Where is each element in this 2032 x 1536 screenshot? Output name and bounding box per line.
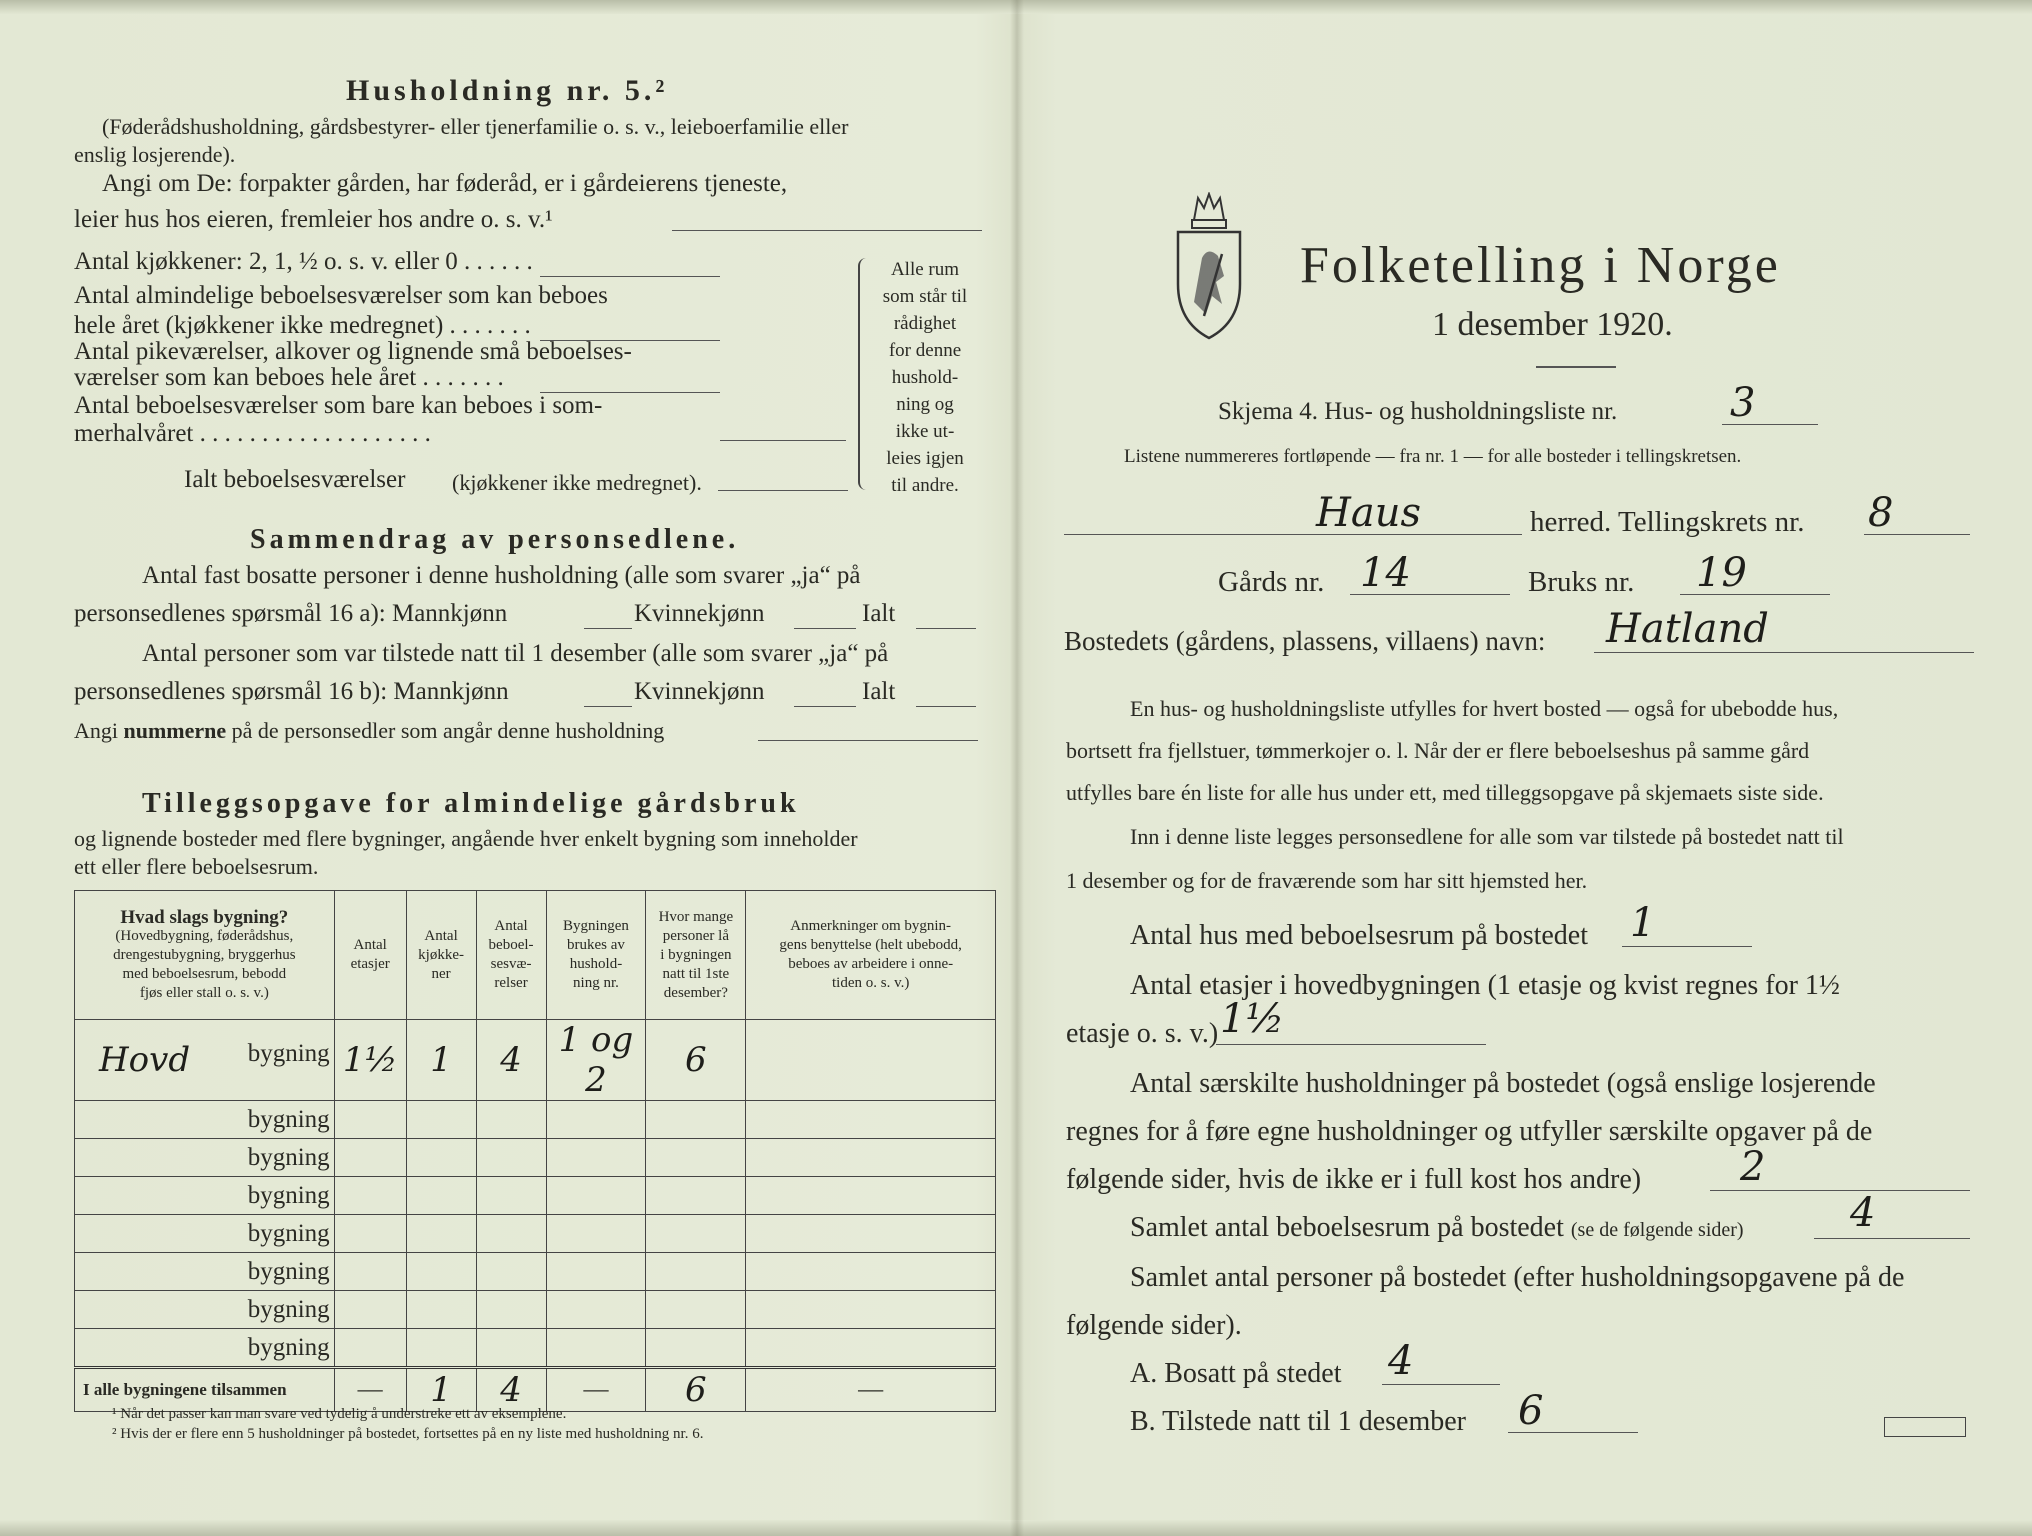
table-header-row [75, 891, 996, 1020]
cell-personer [646, 1177, 746, 1215]
herred-label: herred. Tellingskrets nr. [1530, 506, 1805, 538]
col-personer-line: i bygningen [660, 946, 732, 963]
col-header-personer [646, 891, 746, 1020]
a-etasjer: 1½ [1220, 996, 1285, 1042]
cell-personer [646, 1139, 746, 1177]
bosatt-label: A. Bosatt på stedet [1130, 1358, 1342, 1389]
summary-ialt-a: Ialt [862, 600, 896, 627]
summary-title: Sammendrag av personsedlene. [250, 524, 740, 555]
col-header-kjokken [406, 891, 476, 1020]
cell-personer [646, 1253, 746, 1291]
table-row [75, 1253, 996, 1291]
herred-value: Haus [1316, 490, 1422, 536]
angi-numbers-line [758, 740, 978, 741]
q-etasjer-line [1216, 1044, 1486, 1045]
col-anm-line: beboes av arbeidere i onne- [788, 956, 954, 972]
table-total-row [75, 1368, 996, 1412]
cell-vaerelser: 4 [476, 1020, 546, 1101]
bruks-nr: 19 [1696, 550, 1747, 596]
angi-line-1: Angi om De: forpakter gården, har føderåd, er i gårdeierens tjeneste, [102, 170, 788, 197]
col-personer-line: Hvor mange [658, 908, 734, 925]
side-note-line: hushold- [891, 367, 959, 388]
a-hus: 1 [1630, 900, 1656, 946]
summary-line-1: Antal fast bosatte personer i denne husholdning (alle som svarer „ja“ på [142, 562, 861, 589]
col-type-title: Hvad slags bygning? [120, 906, 289, 928]
footnote-2: ² Hvis der er flere enn 5 husholdninger på bostedet, fortsettes på en ny liste med husholdning nr. 6. [112, 1426, 704, 1442]
cell-anm [746, 1101, 996, 1139]
cell-anm [746, 1139, 996, 1177]
col-anm-line: gens benyttelse (helt ubebodd, [779, 937, 962, 953]
angi-answer-line [672, 230, 982, 231]
census-date: 1 desember 1920. [1432, 306, 1673, 343]
total-anm: — [746, 1368, 996, 1412]
col-header-anmerkninger [746, 891, 996, 1020]
bygning-type-value: Hovd [99, 1040, 191, 1080]
instruction-2: bortsett fra fjellstuer, tømmerkojer o. l. Når der er flere beboelseshus på samme gård [1066, 738, 1810, 763]
col-husholdning-line: ning nr. [573, 975, 619, 991]
total-husholdning: — [546, 1368, 646, 1412]
q-pers-2: følgende sider). [1066, 1310, 1242, 1341]
rooms-sommer-1: Antal beboelsesværelser som bare kan beboes i som- [74, 392, 603, 419]
summary-kvinne-b: Kvinnekjønn [634, 678, 765, 705]
cell-etasjer [334, 1329, 406, 1368]
bygning-label: bygning [247, 1333, 330, 1361]
rooms-kjokkener: Antal kjøkkener: 2, 1, ½ o. s. v. eller 0 . . . . . . [74, 248, 533, 275]
cell-husholdning [546, 1101, 646, 1139]
skjema-nr: 3 [1730, 380, 1756, 426]
table-row [75, 1139, 996, 1177]
col-header-husholdning [546, 891, 646, 1020]
ialt-note: (kjøkkener ikke medregnet). [452, 470, 702, 495]
cell-anm [746, 1291, 996, 1329]
cell-kjokken [406, 1253, 476, 1291]
instruction-4: Inn i denne liste legges personsedlene for alle som var tilstede på bostedet natt til [1130, 824, 1844, 849]
cell-kjokken [406, 1177, 476, 1215]
bygning-label: bygning [247, 1143, 330, 1171]
bruks-label: Bruks nr. [1528, 566, 1635, 598]
q-hus: Antal hus med beboelsesrum på bostedet [1130, 920, 1589, 951]
col-personer-line: personer lå [662, 927, 729, 944]
col-vaerelser-line: relser [494, 975, 528, 991]
col-husholdning-line: Bygningen [563, 918, 629, 934]
bosted-line [1594, 652, 1974, 653]
q-rum-label: Samlet antal beboelsesrum på bostedet [1130, 1212, 1564, 1243]
q-hush-3: følgende sider, hvis de ikke er i full kost hos andre) [1066, 1164, 1642, 1195]
angi-numbers [74, 718, 664, 744]
footnote-1: ¹ Når det passer kan man svare ved tydelig å understreke ett av eksemplene. [112, 1406, 567, 1422]
cell-etasjer [334, 1253, 406, 1291]
col-type-note: med beboelsesrum, bebodd [122, 965, 287, 982]
tilstede-value: 6 [1518, 1388, 1544, 1434]
summary-mann-b-line [584, 706, 632, 707]
cell-personer [646, 1291, 746, 1329]
side-note-line: til andre. [891, 475, 959, 496]
cell-etasjer [334, 1215, 406, 1253]
cell-anm [746, 1215, 996, 1253]
cell-personer: 6 [646, 1020, 746, 1101]
total-etasjer: — [334, 1368, 406, 1412]
angi-numbers-a: Angi [74, 718, 118, 743]
table-row [75, 1329, 996, 1368]
ialt-line [718, 490, 848, 491]
q-pers-1: Samlet antal personer på bostedet (efter husholdningsopgavene på de [1130, 1262, 1905, 1293]
building-table [74, 890, 996, 1412]
summary-line-3: Antal personer som var tilstede natt til 1 desember (alle som svarer „ja“ på [142, 640, 889, 667]
angi-numbers-b: nummerne [123, 718, 227, 743]
title-rule [1536, 366, 1616, 368]
q-rum-note: (se de følgende sider) [1570, 1219, 1744, 1241]
col-anm-line: Anmerkninger om bygnin- [790, 918, 952, 934]
table-row [75, 1101, 996, 1139]
cell-kjokken [406, 1101, 476, 1139]
cell-vaerelser [476, 1291, 546, 1329]
herred-line [1064, 534, 1522, 535]
col-type-note: (Hovedbygning, føderådshus, [115, 927, 294, 944]
gards-label: Gårds nr. [1218, 566, 1325, 598]
cell-bygning-type [75, 1253, 335, 1291]
listene-note: Listene nummereres fortløpende — fra nr. 1 — for alle bosteder i tellingskretsen. [1124, 446, 1742, 467]
col-kjokken-line: kjøkke- [418, 946, 464, 963]
cell-bygning-type [75, 1020, 335, 1101]
col-kjokken-line: Antal [424, 927, 458, 944]
cell-husholdning [546, 1177, 646, 1215]
cell-etasjer [334, 1291, 406, 1329]
col-vaerelser-line: sesvæ- [490, 956, 532, 972]
q-etasjer-2: etasje o. s. v.) [1066, 1018, 1219, 1049]
col-husholdning-line: hushold- [569, 956, 623, 972]
cell-personer [646, 1215, 746, 1253]
cell-kjokken [406, 1291, 476, 1329]
bosted-value: Hatland [1606, 606, 1769, 652]
side-note [870, 256, 980, 499]
col-etasjer-line: Antal [353, 937, 387, 953]
cell-vaerelser [476, 1177, 546, 1215]
total-personer: 6 [646, 1368, 746, 1412]
cell-anm [746, 1177, 996, 1215]
cell-vaerelser [476, 1215, 546, 1253]
table-row [75, 1020, 996, 1101]
skjema-label: Skjema 4. Hus- og husholdningsliste nr. [1218, 398, 1618, 425]
col-husholdning-line: brukes av [567, 937, 625, 953]
bygning-label: bygning [247, 1219, 330, 1247]
bygning-label: bygning [247, 1295, 330, 1323]
household-desc-2: enslig losjerende). [74, 142, 236, 167]
side-note-line: leies igjen [886, 448, 964, 469]
printer-stamp [1884, 1417, 1966, 1437]
cell-etasjer: 1½ [334, 1020, 406, 1101]
norway-coat-of-arms-icon [1172, 192, 1246, 342]
gards-nr: 14 [1360, 550, 1411, 596]
cell-husholdning [546, 1329, 646, 1368]
total-vaerelser: 4 [476, 1368, 546, 1412]
col-kjokken-line: ner [431, 965, 451, 982]
cell-etasjer [334, 1139, 406, 1177]
cell-vaerelser [476, 1139, 546, 1177]
col-vaerelser-line: beboel- [488, 937, 534, 953]
cell-etasjer [334, 1177, 406, 1215]
bygning-label: bygning [247, 1105, 330, 1133]
total-label: I alle bygningene tilsammen [75, 1368, 335, 1412]
side-note-line: rådighet [893, 313, 957, 334]
page-fold [1010, 0, 1024, 1536]
side-note-line: for denne [888, 340, 962, 361]
cell-anm [746, 1020, 996, 1101]
table-row [75, 1177, 996, 1215]
summary-kvinne-a: Kvinnekjønn [634, 600, 765, 627]
col-anm-line: tiden o. s. v.) [831, 975, 910, 991]
instruction-1: En hus- og husholdningsliste utfylles for hvert bosted — også for ubebodde hus, [1130, 696, 1839, 721]
col-header-etasjer [334, 891, 406, 1020]
summary-line-2: personsedlenes spørsmål 16 a): Mannkjønn [74, 600, 508, 627]
krets-nr: 8 [1868, 490, 1894, 536]
summary-kvinne-a-line [794, 628, 856, 629]
bygning-label: bygning [247, 1181, 330, 1209]
cell-personer [646, 1329, 746, 1368]
col-header-type [75, 891, 335, 1020]
cell-bygning-type [75, 1215, 335, 1253]
a-rum: 4 [1850, 1190, 1876, 1236]
cell-bygning-type [75, 1291, 335, 1329]
cell-etasjer [334, 1101, 406, 1139]
angi-line-2: leier hus hos eieren, fremleier hos andre o. s. v.¹ [74, 206, 553, 233]
bosatt-line [1382, 1384, 1500, 1385]
table-row [75, 1215, 996, 1253]
side-note-line: som står til [882, 286, 968, 307]
summary-ialt-a-line [916, 628, 976, 629]
angi-numbers-c: på de personsedler som angår denne husholdning [231, 718, 665, 743]
summary-mann-a-line [584, 628, 632, 629]
summary-ialt-b-line [916, 706, 976, 707]
col-personer-line: desember? [663, 984, 728, 1001]
bosatt-value: 4 [1388, 1338, 1414, 1384]
rooms-sommer-line [720, 440, 846, 441]
cell-husholdning [546, 1139, 646, 1177]
cell-personer [646, 1101, 746, 1139]
instruction-5: 1 desember og for de fraværende som har sitt hjemsted her. [1066, 868, 1588, 893]
a-hush: 2 [1740, 1144, 1766, 1190]
summary-line-4: personsedlenes spørsmål 16 b): Mannkjønn [74, 678, 509, 705]
summary-ialt-b: Ialt [862, 678, 896, 705]
rooms-sommer-2: merhalvåret . . . . . . . . . . . . . . . . . . . [74, 420, 431, 447]
main-title: Folketelling i Norge [1300, 237, 1781, 294]
rooms-alm-1: Antal almindelige beboelsesværelser som kan beboes [74, 282, 608, 309]
cell-anm [746, 1329, 996, 1368]
rooms-kjokkener-line [540, 276, 720, 277]
cell-kjokken [406, 1215, 476, 1253]
side-note-line: Alle rum [890, 259, 960, 280]
cell-husholdning: 1 og 2 [546, 1020, 646, 1101]
side-note-line: ning og [896, 394, 954, 415]
cell-vaerelser [476, 1329, 546, 1368]
col-etasjer-line: etasjer [350, 956, 390, 972]
tillegg-desc-2: ett eller flere beboelsesrum. [74, 854, 319, 879]
cell-kjokken: 1 [406, 1020, 476, 1101]
side-note-line: ikke ut- [895, 421, 955, 442]
instruction-3: utfylles bare én liste for alle hus under ett, med tilleggsopgave på skjemaets siste side. [1066, 780, 1824, 805]
col-vaerelser-line: Antal [494, 918, 528, 934]
rooms-pike-2: værelser som kan beboes hele året . . . . . . . [74, 364, 504, 391]
summary-kvinne-b-line [794, 706, 856, 707]
q-hush-line [1710, 1190, 1970, 1191]
table-row [75, 1291, 996, 1329]
tillegg-title: Tilleggsopgave for almindelige gårdsbruk [142, 788, 800, 819]
side-brace [858, 258, 866, 490]
ialt-label: Ialt beboelsesværelser [184, 466, 406, 493]
rooms-pike-1: Antal pikeværelser, alkover og lignende små beboelses- [74, 338, 632, 365]
col-personer-line: natt til 1ste [662, 965, 730, 982]
cell-bygning-type [75, 1139, 335, 1177]
total-kjokken: 1 [406, 1368, 476, 1412]
col-type-note: fjøs eller stall o. s. v.) [139, 984, 269, 1001]
bygning-label: bygning [247, 1040, 330, 1067]
cell-bygning-type [75, 1101, 335, 1139]
cell-kjokken [406, 1139, 476, 1177]
q-hush-1: Antal særskilte husholdninger på bostedet (også enslige losjerende [1130, 1068, 1876, 1099]
bosted-label: Bostedets (gårdens, plassens, villaens) navn: [1064, 626, 1546, 656]
q-rum-line [1814, 1238, 1970, 1239]
q-hus-line [1622, 946, 1752, 947]
cell-bygning-type [75, 1177, 335, 1215]
q-rum [1130, 1212, 1744, 1244]
household-title: Husholdning nr. 5.² [346, 74, 669, 107]
cell-vaerelser [476, 1253, 546, 1291]
cell-kjokken [406, 1329, 476, 1368]
cell-husholdning [546, 1291, 646, 1329]
cell-bygning-type [75, 1329, 335, 1368]
cell-anm [746, 1253, 996, 1291]
rooms-alm-2: hele året (kjøkkener ikke medregnet) . . . . . . . [74, 312, 531, 339]
cell-husholdning [546, 1215, 646, 1253]
tillegg-desc-1: og lignende bosteder med flere bygninger, angående hver enkelt bygning som inneholder [74, 826, 858, 851]
tilstede-label: B. Tilstede natt til 1 desember [1130, 1406, 1466, 1437]
bygning-label: bygning [247, 1257, 330, 1285]
q-etasjer-1: Antal etasjer i hovedbygningen (1 etasje og kvist regnes for 1½ [1130, 970, 1840, 1001]
col-type-note: drengestubygning, bryggerhus [113, 946, 296, 963]
col-header-vaerelser [476, 891, 546, 1020]
cell-husholdning [546, 1253, 646, 1291]
q-hush-2: regnes for å føre egne husholdninger og utfyller særskilte opgaver på de [1066, 1116, 1873, 1147]
household-desc-1: (Føderådshusholdning, gårdsbestyrer- eller tjenerfamilie o. s. v., leieboerfamilie eller [102, 114, 849, 139]
cell-vaerelser [476, 1101, 546, 1139]
